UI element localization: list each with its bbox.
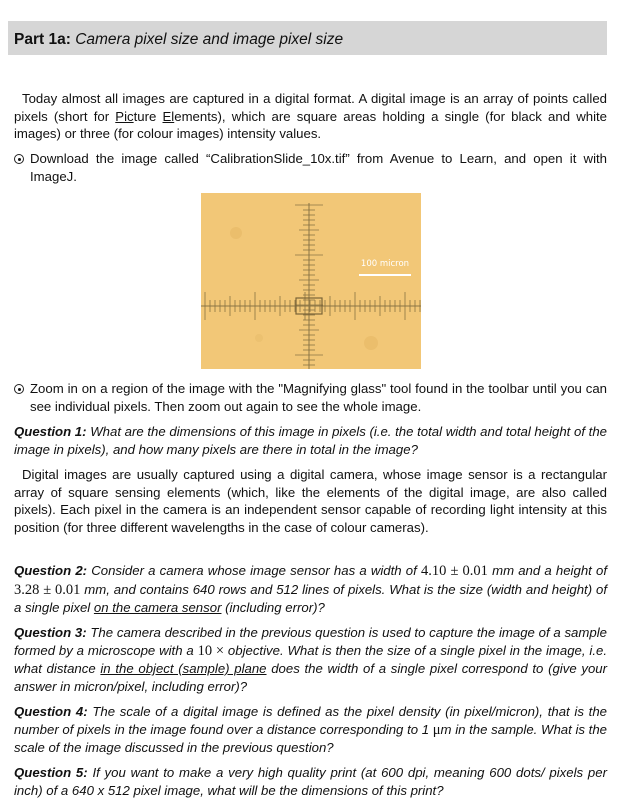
bullet-icon (14, 154, 24, 164)
image-background (201, 193, 421, 369)
bullet-zoom-text: Zoom in on a region of the image with the "Magnifying glass" tool found in the toolbar until you can see individual pixels. Then zoom out again to see the whole image. (30, 381, 607, 414)
calibration-slide-image (201, 193, 421, 369)
camera-paragraph: Digital images are usually captured using a digital camera, whose image sensor is a rectangular array of square sensing elements (which, like the elements of the digital image, are also called pixels). Each pixel in the camera is an independent sensor capable of recording light intensity at this position (for three different wavelengths in the case of colour cameras). (14, 467, 607, 535)
bullet-download-text: Download the image called “CalibrationSlide_10x.tif” from Avenue to Learn, and open it with ImageJ. (30, 151, 607, 184)
question-4: Question 4: The scale of a digital image is defined as the pixel density (in pixel/micron), that is the number of pixels in the image found over a distance corresponding to 1 μm in the sample. What is the scale of the image discussed in the previous question? (14, 704, 607, 755)
question-5: Question 5: If you want to make a very high quality print (at 600 dpi, meaning 600 dots/ pixels per inch) of a 640 x 512 pixel image, what will be the dimensions of this print? (14, 765, 607, 798)
question-2: Question 2: Consider a camera whose image sensor has a width of 4.10 ± 0.01 mm and a height of 3.28 ± 0.01 mm, and contains 640 rows and 512 lines of pixels. What is the size (width and height) of a single pixel on the camera sensor (including error)? (14, 563, 607, 615)
bullet-download (14, 150, 607, 185)
section-title: Camera pixel size and image pixel size (75, 31, 344, 48)
intro-paragraph: Today almost all images are captured in a digital format. A digital image is an array of points called pixels (short for Picture Elements), which are square areas holding a single (for black and white images) or three (for colour images) intensity values. (14, 91, 607, 141)
part-label: Part 1a: (14, 31, 71, 48)
bullet-icon (14, 384, 24, 394)
question-1: Question 1: What are the dimensions of this image in pixels (i.e. the total width and total height of the image in pixels), and how many pixels are there in total in the image? (14, 424, 608, 457)
bullet-zoom (14, 380, 607, 415)
section-header (8, 21, 607, 55)
question-3: Question 3: The camera described in the previous question is used to capture the image of a sample formed by a microscope with a 10 × objective. What is then the size of a single pixel in the image, i.e. what distance in the object (sample) plane does the width of a single pixel correspond to (give your answer in micron/pixel, including error)? (14, 625, 607, 694)
scale-bar-label: 100 micron (360, 259, 410, 269)
